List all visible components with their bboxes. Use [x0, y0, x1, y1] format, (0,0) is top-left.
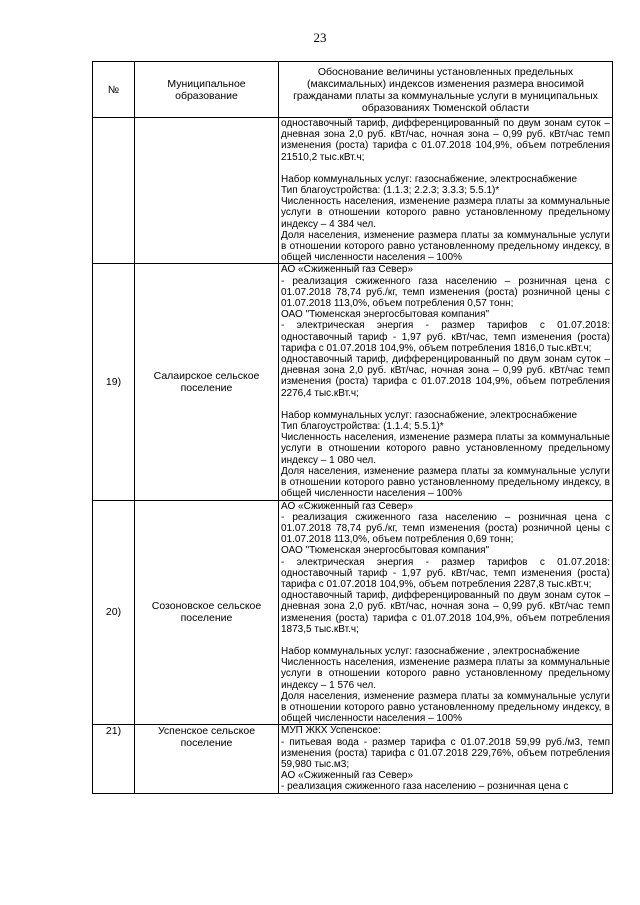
justification-line: - питьевая вода - размер тарифа с 01.07.2018 59,99 руб./м3, темп изменения (роста) тарифа с 01.07.2018 229,76%, объем потребления 59,980 тыс.м3; — [281, 736, 610, 770]
municipality-name: Успенское сельское поселение — [135, 725, 279, 793]
paragraph-gap — [281, 399, 610, 410]
justification-line: Доля населения, изменение размера платы за коммунальные услуги в отношении которого равно установленному предельному индексу, в общей численности населения – 100% — [281, 465, 610, 500]
justification-line: одноставочный тариф, дифференцированный по двум зонам суток – дневная зона 2,0 руб. кВт/час, ночная зона – 0,99 руб. кВт/час темп изменения (роста) тарифа с 01.07.2018 104,9%, объем потребления 21510,2 тыс.кВт.ч; — [281, 118, 610, 163]
paragraph-gap — [281, 163, 610, 174]
justification-line: одноставочный тариф, дифференцированный по двум зонам суток – дневная зона 2,0 руб. кВт/час, ночная зона – 0,99 руб. кВт/час темп изменения (роста) тарифа с 01.07.2018 104,9%, объем потребления 1873,5 тыс.кВт.ч; — [281, 590, 610, 635]
justification-line: МУП ЖКХ Успенское: — [281, 725, 381, 737]
row-number: 21) — [93, 725, 135, 793]
justification-cell — [279, 500, 613, 725]
justification-line: Набор коммунальных услуг: газоснабжение, электроснабжение — [281, 173, 578, 185]
justification-line: ОАО "Тюменская энергосбытовая компания" — [281, 309, 490, 321]
justification-cell — [279, 725, 613, 793]
table-row — [93, 264, 613, 500]
justification-line: Тип благоустройства: (1.1.3; 2.2.3; 3.3.3; 5.5.1)* — [281, 185, 500, 197]
table-header-row — [93, 62, 613, 118]
justification-line: одноставочный тариф, дифференцированный по двум зонам суток – дневная зона 2,0 руб. кВт/час, ночная зона – 0,99 руб. кВт/час темп изменения (роста) тарифа с 01.07.2018 104,9%, объем потребления 2276,4 тыс.кВт.ч; — [281, 354, 610, 399]
header-municipality: Муниципальное образование — [135, 62, 279, 118]
justification-line: Численность населения, изменение размера платы за коммунальные услуги в отношении которого равно установленному предельному индексу – 1 576 чел. — [281, 657, 610, 691]
justification-line: Доля населения, изменение размера платы за коммунальные услуги в отношении которого равно установленному предельному индексу, в общей численности населения – 100% — [281, 690, 610, 725]
justification-line: - реализация сжиженного газа населению – розничная цена с 01.07.2018 78,74 руб./кг, темп изменения (роста) розничной цены с 01.07.2018 113,0%, объем потребления 0,69 тонн; — [281, 511, 610, 546]
paragraph-gap — [281, 635, 610, 646]
justification-line: - реализация сжиженного газа населению – розничная цена с 01.07.2018 78,74 руб./кг, темп изменения (роста) розничной цены с 01.07.2018 113,0%, объем потребления 0,57 тонн; — [281, 275, 610, 310]
justification-line: Набор коммунальных услуг: газоснабжение , электроснабжение — [281, 645, 580, 657]
header-number: № — [93, 62, 135, 118]
page-number: 23 — [313, 30, 327, 45]
municipality-name: Салаирское сельское поселение — [135, 264, 279, 500]
justification-line: АО «Сжиженный газ Север» — [281, 264, 414, 276]
justification-line: - реализация сжиженного газа населению – розничная цена с — [281, 781, 569, 793]
municipality-name: Созоновское сельское поселение — [135, 500, 279, 725]
justification-line: - электрическая энергия - размер тарифов с 01.07.2018: одноставочный тариф - 1,97 руб. кВт/час, темп изменения (роста) тарифа с 01.07.2018 104,9%, объем потребления 1816,0 тыс.кВт.ч; — [281, 320, 610, 354]
justification-line: - электрическая энергия - размер тарифов с 01.07.2018: одноставочный тариф - 1,97 руб. кВт/час, темп изменения (роста) тарифа с 01.07.2018 104,9%, объем потребления 2287,8 тыс.кВт.ч; — [281, 556, 610, 590]
justification-line: Доля населения, изменение размера платы за коммунальные услуги в отношении которого равно установленному предельному индексу, в общей численности населения – 100% — [281, 229, 610, 264]
justification-line: Набор коммунальных услуг: газоснабжение, электроснабжение — [281, 409, 578, 421]
justification-line: Численность населения, изменение размера платы за коммунальные услуги в отношении которого равно установленному предельному индексу – 4 384 чел. — [281, 196, 610, 230]
justification-line: АО «Сжиженный газ Север» — [281, 770, 414, 782]
justification-line: Численность населения, изменение размера платы за коммунальные услуги в отношении которого равно установленному предельному индексу – 1 080 чел. — [281, 432, 610, 466]
header-justification: Обоснование величины установленных предельных (максимальных) индексов изменения размера вносимой гражданами платы за коммунальные услуги в муниципальных образованиях Тюменской области — [279, 62, 613, 118]
row-number: 20) — [93, 500, 135, 725]
justification-line: АО «Сжиженный газ Север» — [281, 500, 414, 512]
municipality-name — [135, 118, 279, 264]
tariff-table — [92, 61, 613, 794]
justification-cell — [279, 264, 613, 500]
table-row — [93, 725, 613, 793]
justification-line: Тип благоустройства: (1.1.4; 5.5.1)* — [281, 421, 444, 433]
table-row — [93, 500, 613, 725]
justification-cell — [279, 118, 613, 264]
row-number — [93, 118, 135, 264]
row-number: 19) — [93, 264, 135, 500]
table-row — [93, 118, 613, 264]
justification-line: ОАО "Тюменская энергосбытовая компания" — [281, 545, 490, 557]
